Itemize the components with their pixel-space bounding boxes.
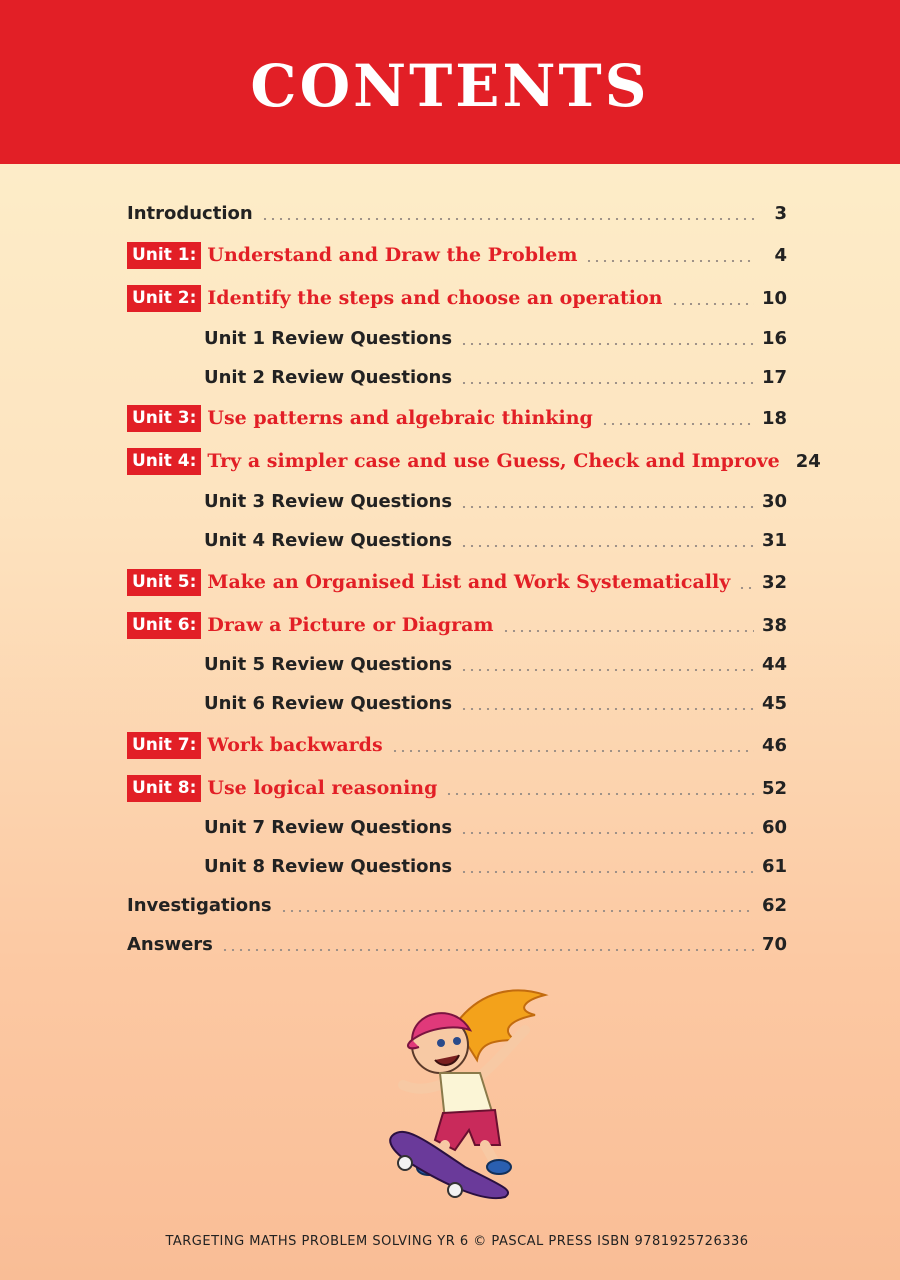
unit-badge: Unit 2: [127,285,201,312]
page-number: 44 [761,653,787,675]
page-number: 31 [761,529,787,551]
dot-leader [261,218,755,220]
dot-leader [502,630,754,632]
page-number: 60 [761,816,787,838]
toc-row[interactable] [127,523,787,557]
dot-leader [460,708,754,710]
dot-leader [585,260,755,262]
dot-leader [460,832,754,834]
section-title: Introduction [127,202,253,224]
unit-badge: Unit 3: [127,405,201,432]
page-title: CONTENTS [250,52,650,120]
dot-leader [221,949,754,951]
unit-title: Understand and Draw the Problem [207,244,578,266]
dot-leader [738,587,754,589]
dot-leader [460,382,754,384]
page-number: 70 [761,933,787,955]
page-number: 38 [761,614,787,636]
page-number: 32 [761,571,787,593]
section-title: Answers [127,933,213,955]
unit-title: Identify the steps and choose an operation [207,287,663,309]
toc-row[interactable] [127,849,787,883]
dot-leader [671,303,754,305]
dot-leader [460,506,754,508]
toc-row[interactable] [127,401,787,435]
review-title: Unit 2 Review Questions [204,366,453,388]
toc-row[interactable] [127,238,787,272]
dot-leader [280,910,754,912]
review-title: Unit 4 Review Questions [204,529,453,551]
toc-row[interactable] [127,647,787,681]
toc-row[interactable] [127,888,787,922]
review-title: Unit 8 Review Questions [204,855,453,877]
page-number: 52 [761,777,787,799]
toc-row[interactable] [127,608,787,642]
toc-row[interactable] [127,196,787,230]
unit-title: Use patterns and algebraic thinking [207,407,593,429]
page-number: 16 [761,327,787,349]
page-number: 3 [774,202,787,224]
footer-credit: TARGETING MATHS PROBLEM SOLVING YR 6 © PASCAL PRESS ISBN 9781925726336 [165,1234,749,1249]
dot-leader [460,669,754,671]
toc-row[interactable] [127,686,787,720]
review-title: Unit 6 Review Questions [204,692,453,714]
page-number: 61 [761,855,787,877]
review-title: Unit 7 Review Questions [204,816,453,838]
page-number: 24 [795,450,821,472]
unit-badge: Unit 8: [127,775,201,802]
review-title: Unit 1 Review Questions [204,327,453,349]
page-number: 45 [761,692,787,714]
unit-title: Make an Organised List and Work Systematically [207,571,731,593]
unit-title: Work backwards [207,734,383,756]
header-banner [0,0,900,164]
toc-row[interactable] [127,484,787,518]
page-number: 46 [761,734,787,756]
toc-row[interactable] [127,360,787,394]
page-number: 62 [761,894,787,916]
toc-row[interactable] [127,728,787,762]
unit-title: Use logical reasoning [207,777,438,799]
dot-leader [460,545,754,547]
dot-leader [460,343,754,345]
page-number: 4 [774,244,787,266]
toc-row[interactable] [127,281,787,315]
toc-row[interactable] [127,444,821,478]
unit-title: Try a simpler case and use Guess, Check and Improve [207,450,780,472]
page-number: 30 [761,490,787,512]
toc-row[interactable] [127,321,787,355]
unit-title: Draw a Picture or Diagram [207,614,494,636]
unit-badge: Unit 6: [127,612,201,639]
dot-leader [445,793,754,795]
skateboarder-illustration [385,985,555,1200]
page-number: 10 [761,287,787,309]
review-title: Unit 3 Review Questions [204,490,453,512]
dot-leader [391,750,754,752]
unit-badge: Unit 4: [127,448,201,475]
dot-leader [601,423,754,425]
dot-leader [460,871,754,873]
section-title: Investigations [127,894,272,916]
toc-row[interactable] [127,565,787,599]
toc-row[interactable] [127,771,787,805]
review-title: Unit 5 Review Questions [204,653,453,675]
toc-row[interactable] [127,810,787,844]
page-number: 17 [761,366,787,388]
unit-badge: Unit 7: [127,732,201,759]
toc-row[interactable] [127,927,787,961]
unit-badge: Unit 5: [127,569,201,596]
unit-badge: Unit 1: [127,242,201,269]
page-number: 18 [761,407,787,429]
